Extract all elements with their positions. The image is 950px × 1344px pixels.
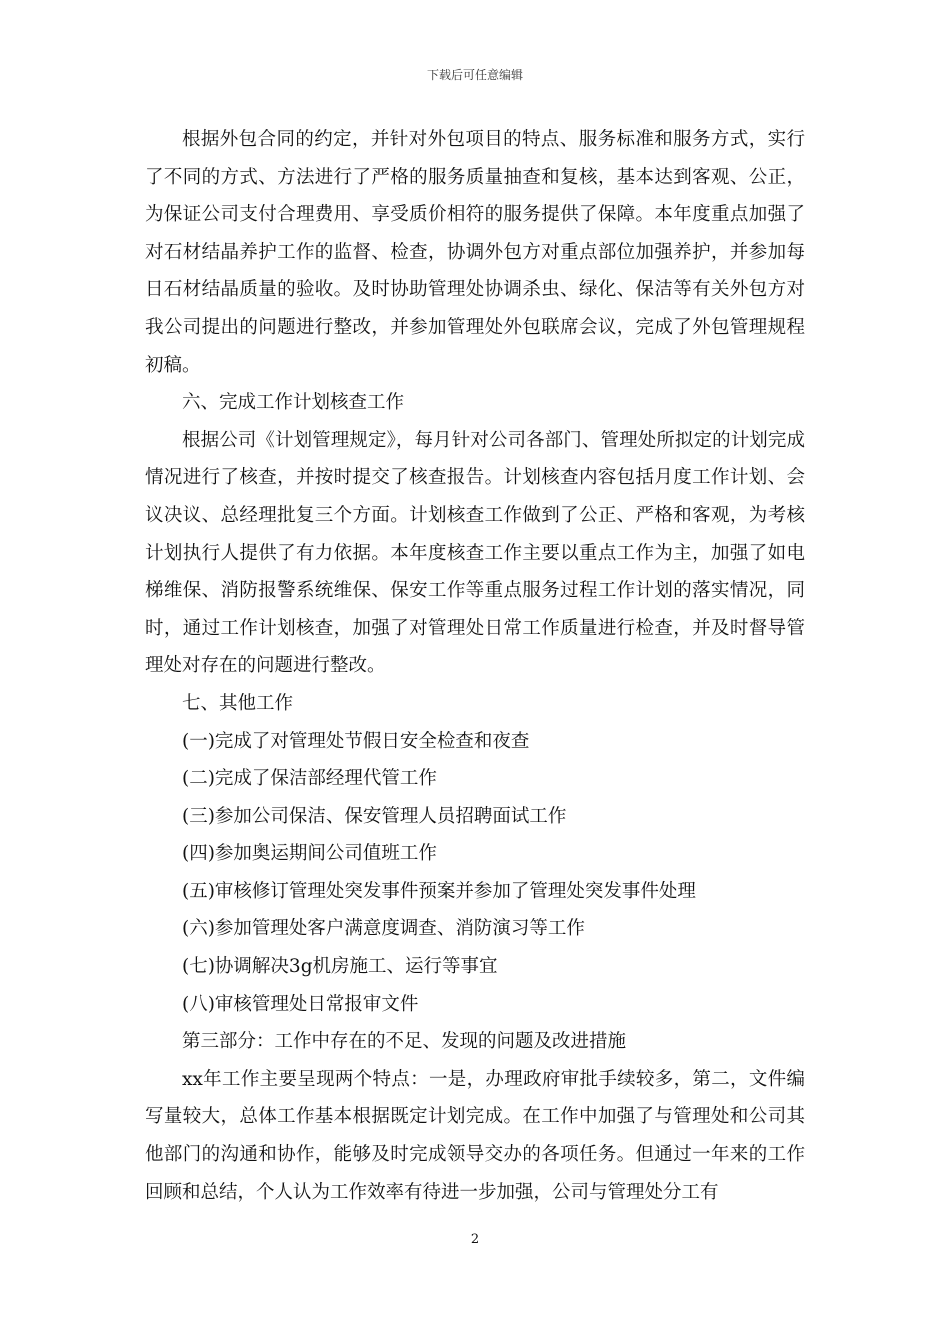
list-item: (六)参加管理处客户满意度调查、消防演习等工作	[182, 918, 585, 940]
page-header: 下载后可任意编辑	[426, 68, 523, 82]
list-item: (二)完成了保洁部经理代管工作	[182, 768, 437, 790]
part-three-heading: 第三部分：工作中存在的不足、发现的问题及改进措施	[182, 1031, 627, 1053]
section-heading-seven: 七、其他工作	[182, 692, 294, 714]
page-number: 2	[470, 1232, 480, 1247]
list-item: (七)协调解决3g机房施工、运行等事宜	[182, 956, 498, 978]
list-item: (五)审核修订管理处突发事件预案并参加了管理处突发事件处理	[182, 880, 696, 902]
section-heading-six: 六、完成工作计划核查工作	[182, 392, 405, 414]
paragraph-year-summary: xx年工作主要呈现两个特点：一是，办理政府审批手续较多，第二，文件编写量较大，总体工作基本根据既定计划完成。在工作中加强了与管理处和公司其他部门的沟通和协作，能够及时完成领导交办的各项任务。但通过一年来的工作回顾和总结，个人认为工作效率有待进一步加强，公司与管理处分工有	[145, 1068, 805, 1203]
paragraph-outsourcing-management: 根据外包合同的约定，并针对外包项目的特点、服务标准和服务方式，实行了不同的方式、方法进行了严格的服务质量抽查和复核，基本达到客观、公正，为保证公司支付合理费用、享受质价相符的服务提供了保障。本年度重点加强了对石材结晶养护工作的监督、检查，协调外包方对重点部位加强养护，并参加每日石材结晶质量的验收。及时协助管理处协调杀虫、绿化、保洁等有关外包方对我公司提出的问题进行整改，并参加管理处外包联席会议，完成了外包管理规程初稿。	[145, 129, 805, 376]
document-body	[145, 121, 805, 1211]
paragraph-plan-review: 根据公司《计划管理规定》，每月针对公司各部门、管理处所拟定的计划完成情况进行了核查，并按时提交了核查报告。计划核查内容包括月度工作计划、会议决议、总经理批复三个方面。计划核查工作做到了公正、严格和客观，为考核计划执行人提供了有力依据。本年度核查工作主要以重点工作为主，加强了如电梯维保、消防报警系统维保、保安工作等重点服务过程工作计划的落实情况，同时，通过工作计划核查，加强了对管理处日常工作质量进行检查，并及时督导管理处对存在的问题进行整改。	[145, 429, 805, 677]
list-item: (三)参加公司保洁、保安管理人员招聘面试工作	[182, 805, 567, 827]
list-item: (四)参加奥运期间公司值班工作	[182, 843, 437, 865]
list-item: (一)完成了对管理处节假日安全检查和夜查	[182, 730, 530, 752]
list-item: (八)审核管理处日常报审文件	[182, 993, 419, 1015]
